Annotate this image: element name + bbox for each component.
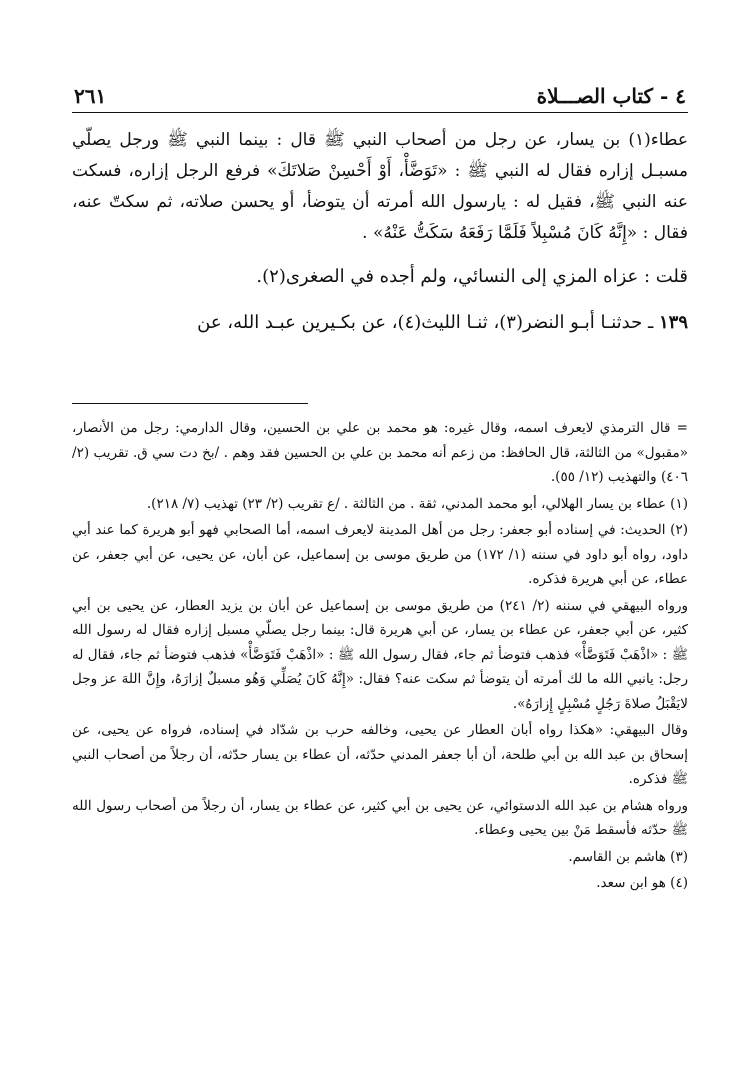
chapter-title: ٤ - كتاب الصـــلاة — [536, 84, 686, 108]
hadith-number: ١٣٩ — [658, 312, 688, 333]
footnote-2-bayhaqi-comment: وقال البيهقي: «هكذا رواه أبان العطار عن يحيى، وخالفه حرب بن شدّاد في إسناده، فرواه عن يحيى، عن إسحاق بن عبد الله بن أبي طلحة، أن أبا جعفر المدني حدّثه، أن عطاء بن يسار حدّثه، أن رجلاً من أصحاب النبي ﷺ فذكره. — [72, 722, 688, 787]
footnote-2-bayhaqi: ورواه البيهقي في سننه (٢/ ٢٤١) من طريق موسى بن إسماعيل عن أبان بن يزيد العطار، عن يحيى بن أبي كثير، عن أبي جعفر، عن عطاء بن يسار، عن أبي هريرة قال: بينما رجل يصلّي مسبل إزاره فقال له رسول الله ﷺ : «اذْهَبْ فَتَوَضَّأْ» فذهب فتوضأ ثم جاء، فقال رسول الله ﷺ : «اذْهَبْ فَتَوَضَّأْ» فذهب فتوضأ ثم جاء، فقال له رجل: يانبي الله ما لك أمرته أن يتوضأ ثم سكت عنه؟ فقال: «إِنَّهُ كَانَ يُصَلِّي وَهُو مسبلٌ إزارَهُ، وإِنَّ اللهَ عز وجل لايَقْبَلُ صلاةَ رَجُلٍ مُسْبِلٍ إِزارَهُ». — [72, 597, 689, 712]
footnote-divider — [72, 403, 308, 404]
hadith-text: ـ حدثنـا أبـو النضر(٣)، ثنـا الليث(٤)، عن بكـيرين عبـد الله، عن — [197, 312, 654, 333]
main-paragraph: عطاء(١) بن يسار، عن رجل من أصحاب النبي ﷺ قال : بينما النبي ﷺ ورجل يصلّي مسبـل إزاره فقال له النبي ﷺ : «تَوَضَّأْ، أَوْ أَحْسِنْ صَلاتَكَ» فرفع الرجل إزاره، فسكت عنه النبي ﷺ، فقيل له : يارسول الله أمرته أن يتوضأ، أو يحسن صلاته، ثم سكتّ عنه، فقال : «إِنَّهُ كَانَ مُسْبِلاً فَلَمَّا رَفَعَهُ سَكَتُّ عَنْهُ» . — [72, 130, 688, 243]
footnote-continuation: = قال الترمذي لايعرف اسمه، وقال غيره: هو محمد بن علي بن الحسين، وقال الدارمي: رجل من الأنصار، «مقبول» من الثالثة، قال الحافظ: من زعم أنه محمد بن علي بن الحسين فقد وهم . /بخ دت سي ق. تقريب (٢/ ٤٠٦) والتهذيب (١٢/ ٥٥). — [72, 420, 688, 485]
footnote-2-hisham: ورواه هشام بن عبد الله الدستوائي، عن يحيى بن أبي كثير، عن عطاء بن يسار، أن رجلاً من أصحاب رسول الله ﷺ حدّثه فأسقط مَنْ بين يحيى وعطاء. — [72, 797, 688, 838]
hadith-entry — [72, 307, 688, 339]
main-text — [72, 125, 688, 339]
footnote-1: (١) عطاء بن يسار الهلالي، أبو محمد المدني، ثقة . من الثالثة . /ع تقريب (٢/ ٢٣) تهذيب (٧/ ٢١٨). — [146, 495, 688, 512]
footnote-3: (٣) هاشم بن القاسم. — [568, 848, 688, 865]
page-number: ٢٦١ — [74, 84, 107, 108]
footnote-2: (٢) الحديث: في إسناده أبو جعفر: رجل من أهل المدينة لايعرف اسمه، أما الصحابي فهو أبو هريرة كما عند أبي داود، رواه أبو داود في سننه (١/ ١٧٢) من طريق موسى بن إسماعيل، عن أبان، عن يحيى، عن أبي جعفر، عن عطاء، عن أبي هريرة فذكره. — [72, 522, 688, 587]
author-note: قلت : عزاه المزي إلى النسائي، ولم أجده في الصغرى(٢). — [256, 266, 688, 287]
footnote-4: (٤) هو ابن سعد. — [596, 875, 688, 891]
footnotes — [72, 416, 688, 896]
book-page — [72, 78, 688, 898]
page-header — [72, 78, 688, 113]
